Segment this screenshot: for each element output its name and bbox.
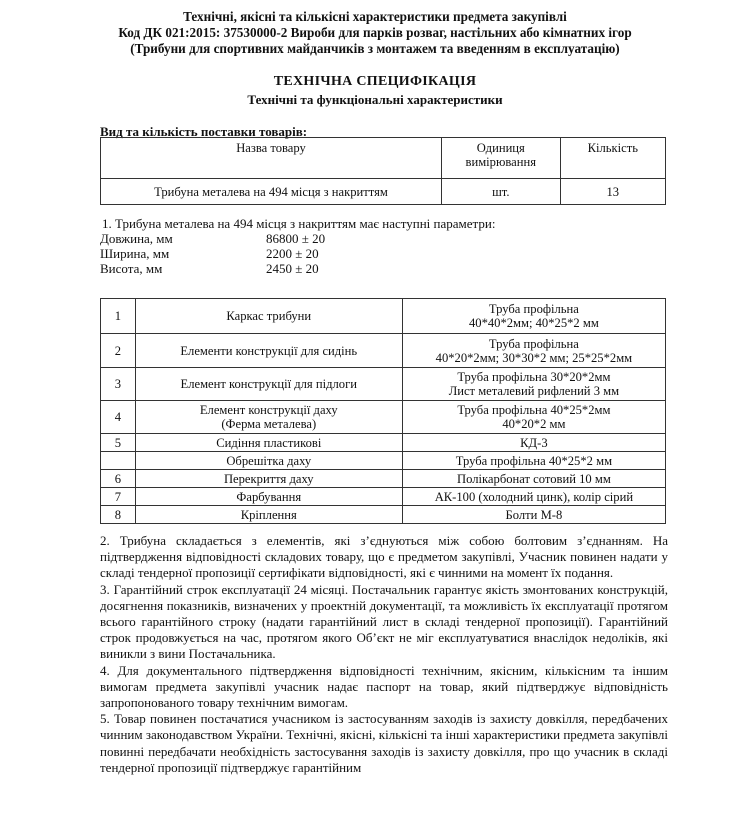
dimension-label: Довжина, мм (100, 231, 173, 246)
component-name: Сидіння пластикові (135, 434, 402, 452)
component-name: Перекриття даху (135, 470, 402, 488)
component-spec: Труба профільна 40*40*2мм; 40*25*2 мм (402, 299, 665, 334)
component-number (101, 452, 136, 470)
component-number: 2 (101, 334, 136, 368)
col-header-name: Назва товару (101, 138, 442, 179)
dimension-length (100, 231, 495, 246)
component-row (101, 506, 666, 524)
supply-item-name: Трибуна металева на 494 місця з накриттям (101, 179, 442, 205)
col-header-qty: Кількість (560, 138, 665, 179)
component-row (101, 452, 666, 470)
col-header-unit: Одиниця вимірювання (442, 138, 561, 179)
doc-header-line-2: Код ДК 021:2015: 37530000-2 Вироби для парків розваг, настільних або кімнатних ігор (118, 25, 632, 40)
component-spec: Болти М-8 (402, 506, 665, 524)
component-name: Обрешітка даху (135, 452, 402, 470)
component-row (101, 334, 666, 368)
dimension-label: Висота, мм (100, 261, 163, 276)
parameters-section (100, 216, 495, 276)
component-spec: Труба профільна 40*25*2мм 40*20*2 мм (402, 401, 665, 434)
component-name: Елемент конструкції для підлоги (135, 368, 402, 401)
component-row (101, 299, 666, 334)
component-name: Каркас трибуни (135, 299, 402, 334)
paragraph-5: 5. Товар повинен постачатися учасником із застосуванням заходів із захисту довкілля, передбачених чинним законодавством України. Технічні, якісні, кількісні та інші характеристики предмета закупівлі повинні передбачати необхідність застосування заходів із захисту довкілля, про що учасник в складі тендерної пропозиції підтверджує гарантійним (100, 711, 669, 775)
component-name: Фарбування (135, 488, 402, 506)
doc-header-line-3: (Трибуни для спортивних майданчиків з монтажем та введенням в експлуатацію) (130, 41, 620, 56)
doc-header-line-1: Технічні, якісні та кількісні характеристики предмета закупівлі (183, 9, 567, 24)
dimension-width (100, 246, 495, 261)
component-row (101, 488, 666, 506)
supply-table-header (101, 138, 666, 179)
component-spec: Труба профільна 40*25*2 мм (402, 452, 665, 470)
paragraph-3: 3. Гарантійний строк експлуатації 24 місяці. Постачальник гарантує якість змонтованих конструкцій, досягнення показників, визначених у проектній документації, та можливість їх експлуатації протягом всього гарантійного строку (надати гарантійний лист в складі тендерної пропозиції). Гарантійний строк продовжується на час, протягом якого Об’єкт не міг експлуатуватися внаслідок недоліків, які виникли з вини Постачальника. (100, 581, 668, 662)
component-spec: КД-3 (402, 434, 665, 452)
spec-title: ТЕХНІЧНА СПЕЦИФІКАЦІЯ (273, 74, 477, 89)
component-spec: Полікарбонат сотовий 10 мм (402, 470, 665, 488)
dimension-value: 2450 ± 20 (266, 261, 319, 276)
component-number: 6 (101, 470, 136, 488)
component-spec: Труба профільна 30*20*2мм Лист металевий рифлений 3 мм (402, 368, 665, 401)
supply-heading: Вид та кількість поставки товарів: (100, 124, 308, 139)
component-name: Кріплення (135, 506, 402, 524)
supply-item-qty: 13 (560, 179, 665, 205)
paragraph-4: 4. Для документального підтвердження відповідності технічним, якісним, кількісним та іншим вимогам предмета закупівлі учасник надає паспорт на товар, який підтверджує відповідність запропонованого товару технічним вимогам. (100, 662, 668, 711)
component-row (101, 368, 666, 401)
spec-subtitle: Технічні та функціональні характеристики (247, 92, 503, 107)
component-number: 8 (101, 506, 136, 524)
dimension-height (100, 261, 495, 276)
component-name: Елементи конструкції для сидінь (135, 334, 402, 368)
dimension-value: 2200 ± 20 (266, 246, 319, 261)
component-number: 5 (101, 434, 136, 452)
component-row (101, 434, 666, 452)
component-number: 4 (101, 401, 136, 434)
supply-table (100, 137, 666, 205)
component-number: 1 (101, 299, 136, 334)
supply-table-row (101, 179, 666, 205)
dimension-value: 86800 ± 20 (266, 231, 326, 246)
paragraph-2: 2. Трибуна складається з елементів, які з’єднуються між собою болтовим з’єднанням. На підтвердження відповідності складових товару, що є предметом закупівлі, Учасник повинен надати у складі тендерної пропозиції сертифікати відповідності, які є чинними на момент їх подання. (100, 533, 668, 581)
parameters-intro: 1. Трибуна металева на 494 місця з накриттям має наступні параметри: (102, 216, 496, 231)
component-spec: Труба профільна 40*20*2мм; 30*30*2 мм; 25*25*2мм (402, 334, 665, 368)
component-number: 3 (101, 368, 136, 401)
dimension-label: Ширина, мм (100, 246, 170, 261)
component-row (101, 401, 666, 434)
component-row (101, 470, 666, 488)
supply-item-unit: шт. (442, 179, 561, 205)
component-number: 7 (101, 488, 136, 506)
component-spec: АК-100 (холодний цинк), колір сірий (402, 488, 665, 506)
components-table (100, 298, 666, 524)
requirements-text (100, 533, 668, 776)
component-name: Елемент конструкції даху (Ферма металева) (135, 401, 402, 434)
